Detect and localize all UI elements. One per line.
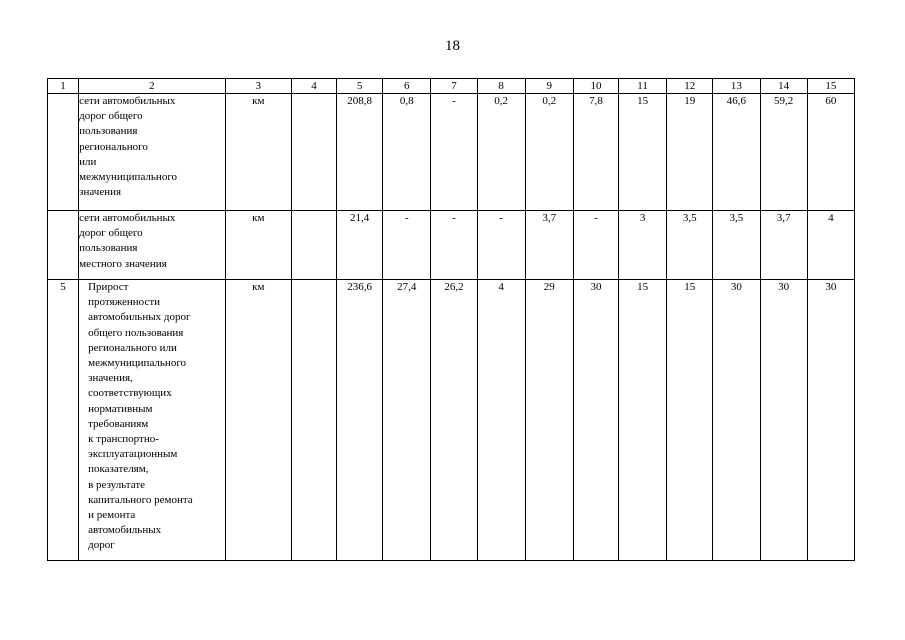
table-cell: 7,8 [573, 94, 618, 211]
table-cell [291, 94, 336, 211]
row-unit: км [225, 280, 291, 561]
table-cell: 60 [807, 94, 854, 211]
column-header: 11 [619, 79, 667, 94]
column-header: 4 [291, 79, 336, 94]
table-cell: 0,2 [525, 94, 573, 211]
column-header: 6 [383, 79, 431, 94]
table-cell: 3,5 [667, 211, 713, 280]
row-unit: км [225, 94, 291, 211]
column-header: 9 [525, 79, 573, 94]
table-cell: 46,6 [713, 94, 760, 211]
table-cell: 4 [807, 211, 854, 280]
table-header-row [48, 79, 855, 94]
table-cell: 0,2 [477, 94, 525, 211]
table-cell: 4 [477, 280, 525, 561]
column-header: 13 [713, 79, 760, 94]
table-cell: 30 [713, 280, 760, 561]
row-description: сети автомобильных дорог общего пользования местного значения [79, 211, 226, 280]
column-header: 2 [79, 79, 226, 94]
table-cell: 26,2 [431, 280, 477, 561]
column-header: 7 [431, 79, 477, 94]
table-cell: - [573, 211, 618, 280]
table-cell [291, 280, 336, 561]
row-description: Прирост протяженности автомобильных дорог общего пользования регионального или межмуниципального значения, соответствующих нормативным требованиям к транспортно- эксплуатационным показателям, в результате капитального ремонта и ремонта автомобильных дорог [79, 280, 226, 561]
table-cell: 30 [760, 280, 807, 561]
table-cell: - [431, 211, 477, 280]
table-cell: 3,7 [525, 211, 573, 280]
page-number: 18 [445, 38, 460, 54]
column-header: 15 [807, 79, 854, 94]
table-cell: 236,6 [337, 280, 383, 561]
table-cell: 59,2 [760, 94, 807, 211]
table-cell: 15 [619, 280, 667, 561]
table-cell: 30 [807, 280, 854, 561]
data-table [47, 78, 855, 561]
column-header: 8 [477, 79, 525, 94]
column-header: 3 [225, 79, 291, 94]
table-cell [291, 211, 336, 280]
table-cell: 19 [667, 94, 713, 211]
column-header: 10 [573, 79, 618, 94]
table-cell: 0,8 [383, 94, 431, 211]
table-cell: 3,5 [713, 211, 760, 280]
column-header: 5 [337, 79, 383, 94]
row-unit: км [225, 211, 291, 280]
table-cell: - [477, 211, 525, 280]
table-cell: 3 [619, 211, 667, 280]
table-cell: 30 [573, 280, 618, 561]
table-cell: - [383, 211, 431, 280]
column-header: 1 [48, 79, 79, 94]
table-row [48, 211, 855, 280]
table-cell: 29 [525, 280, 573, 561]
table-cell: - [431, 94, 477, 211]
row-number [48, 94, 79, 211]
table-row [48, 94, 855, 211]
row-description: сети автомобильных дорог общего пользования регионального или межмуниципального значения [79, 94, 226, 211]
table-cell: 208,8 [337, 94, 383, 211]
table-cell: 21,4 [337, 211, 383, 280]
table-cell: 27,4 [383, 280, 431, 561]
table-cell: 3,7 [760, 211, 807, 280]
row-number [48, 211, 79, 280]
table-row [48, 280, 855, 561]
column-header: 12 [667, 79, 713, 94]
table-cell: 15 [619, 94, 667, 211]
table-cell: 15 [667, 280, 713, 561]
column-header: 14 [760, 79, 807, 94]
row-number: 5 [48, 280, 79, 561]
